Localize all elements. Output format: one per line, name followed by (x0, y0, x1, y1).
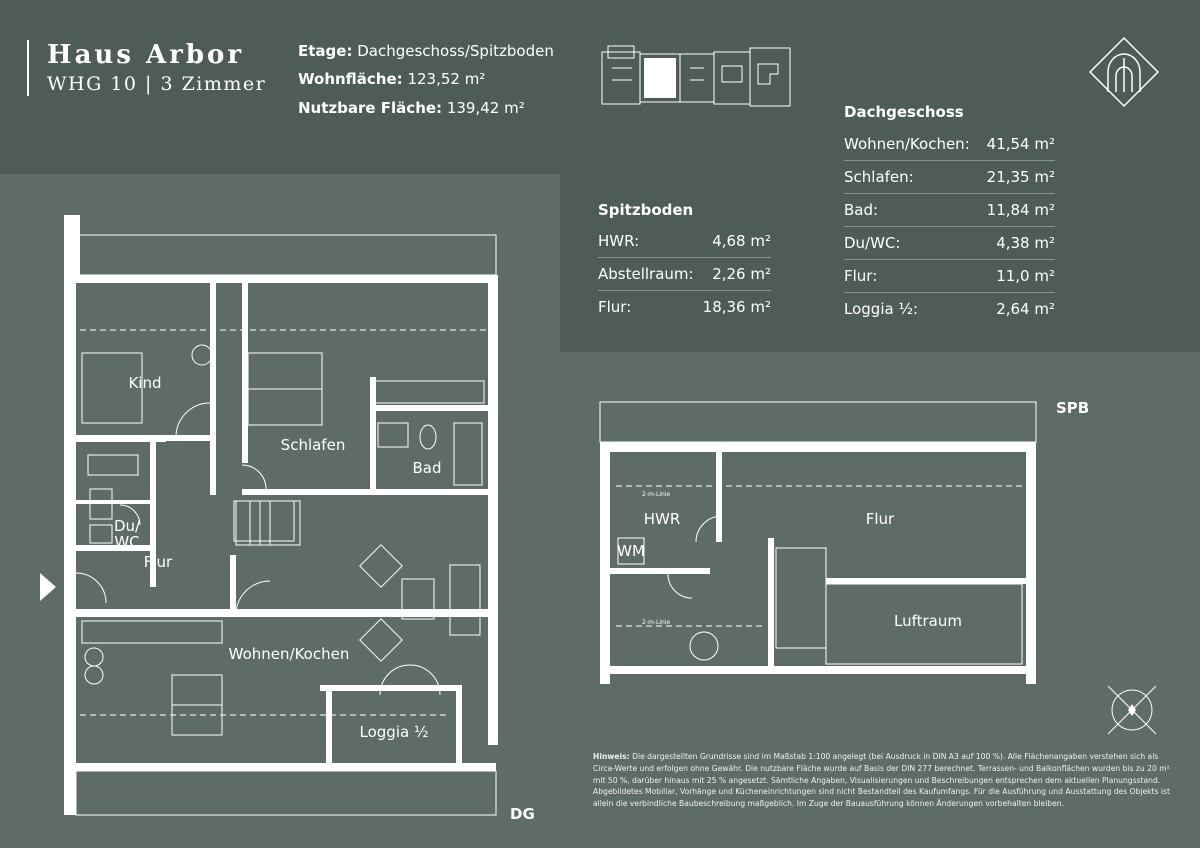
meta-etage-value: Dachgeschoss/Spitzboden (357, 42, 554, 60)
meta-etage-label: Etage: (298, 42, 353, 60)
floorplan-dachgeschoss (30, 205, 510, 825)
meta-wohnflaeche (298, 70, 485, 88)
table-row (844, 161, 1055, 194)
row-label: Du/WC: (844, 227, 981, 260)
row-label: Bad: (844, 194, 981, 227)
room-wohnen: Wohnen/Kochen (228, 645, 350, 663)
meta-nutzflaeche (298, 99, 525, 117)
row-value: 4,38 m² (981, 227, 1055, 260)
table-row (844, 194, 1055, 227)
room-schlafen: Schlafen (280, 436, 346, 454)
row-label: Wohnen/Kochen: (844, 128, 981, 161)
row-value: 11,0 m² (981, 260, 1055, 293)
table-row (844, 293, 1055, 326)
row-value: 18,36 m² (702, 298, 771, 316)
room-luftraum: Luftraum (894, 612, 962, 630)
meta-etage (298, 42, 554, 60)
title-divider (27, 40, 29, 96)
floorplan-spitzboden (596, 398, 1046, 688)
row-value: 2,26 m² (699, 258, 771, 291)
entrance-arrow-icon (40, 573, 56, 601)
dachgeschoss-table (844, 128, 1055, 325)
building-keyplan (600, 44, 794, 114)
spitzboden-table (598, 225, 771, 323)
row-label: Schlafen: (844, 161, 981, 194)
table-row (598, 258, 771, 291)
table-row (844, 128, 1055, 161)
table-row (844, 227, 1055, 260)
note-label: Hinweis: (593, 752, 630, 761)
room-flur: Flur (143, 553, 173, 571)
row-label: Flur: (844, 260, 981, 293)
plan-tag-dg: DG (510, 805, 535, 823)
room-wc: WC (114, 533, 140, 551)
row-value: 21,35 m² (981, 161, 1055, 194)
room-du: Du/ (113, 517, 141, 535)
meta-nutzflaeche-value: 139,42 m² (446, 99, 525, 117)
table-row (598, 225, 771, 258)
unit-subtitle: WHG 10 | 3 Zimmer (47, 73, 267, 95)
row-label: HWR: (598, 225, 699, 258)
two-meter-line-label: 2-m-Linie (642, 491, 671, 498)
meta-wohnflaeche-value: 123,52 m² (407, 70, 486, 88)
room-wm: WM (617, 542, 645, 560)
disclaimer-note (593, 751, 1178, 810)
dachgeschoss-heading: Dachgeschoss (844, 103, 964, 121)
room-loggia: Loggia ½ (359, 723, 429, 741)
two-meter-line-label: 2-m-Linie (642, 619, 671, 626)
house-diamond-logo (1088, 36, 1160, 108)
meta-nutzflaeche-label: Nutzbare Fläche: (298, 99, 443, 117)
row-label: Loggia ½: (844, 300, 919, 318)
row-value: 11,84 m² (981, 194, 1055, 227)
plan-tag-spb: SPB (1056, 399, 1090, 417)
compass-icon (1102, 680, 1162, 740)
row-label: Abstellraum: (598, 258, 699, 291)
row-value: 2,64 m² (996, 300, 1055, 318)
room-kind: Kind (128, 374, 162, 392)
table-row (598, 291, 771, 324)
row-value: 41,54 m² (981, 128, 1055, 161)
row-label: Flur: (598, 298, 632, 316)
project-title: Haus Arbor (47, 40, 245, 70)
note-text: Die dargestellten Grundrisse sind im Maßstab 1:100 angelegt (bei Ausdruck in DIN A3 auf 100 %). Alle Flächenangaben verstehen sich als Circa-Werte und erfolgen ohne Gewähr. Die nutzbare Fläche wurde auf Basis der DIN 277 berechnet. Terrassen- und Balkonflächen wurden bis zu 20 m² mit 50 %, darüber hinaus mit 25 % angesetzt. Sämtliche Angaben, Visualisierungen und Beschreibungen entsprechen dem aktuellen Planungsstand. Abgebildetes Mobiliar, Vorhänge und Kücheneinrichtungen sind nicht Bestandteil des Kaufumfangs. Für die Ausführung und Ausstattung des Objekts ist allein die verbindliche Baubeschreibung maßgeblich. Im Zuge der Bauausführung können Änderungen vorbehalten bleiben. (593, 752, 1170, 809)
room-flur-spb: Flur (865, 510, 895, 528)
spitzboden-heading: Spitzboden (598, 201, 694, 219)
room-bad: Bad (412, 459, 442, 477)
meta-wohnflaeche-label: Wohnfläche: (298, 70, 403, 88)
room-hwr: HWR (643, 510, 681, 528)
row-value: 4,68 m² (699, 225, 771, 258)
table-row (844, 260, 1055, 293)
